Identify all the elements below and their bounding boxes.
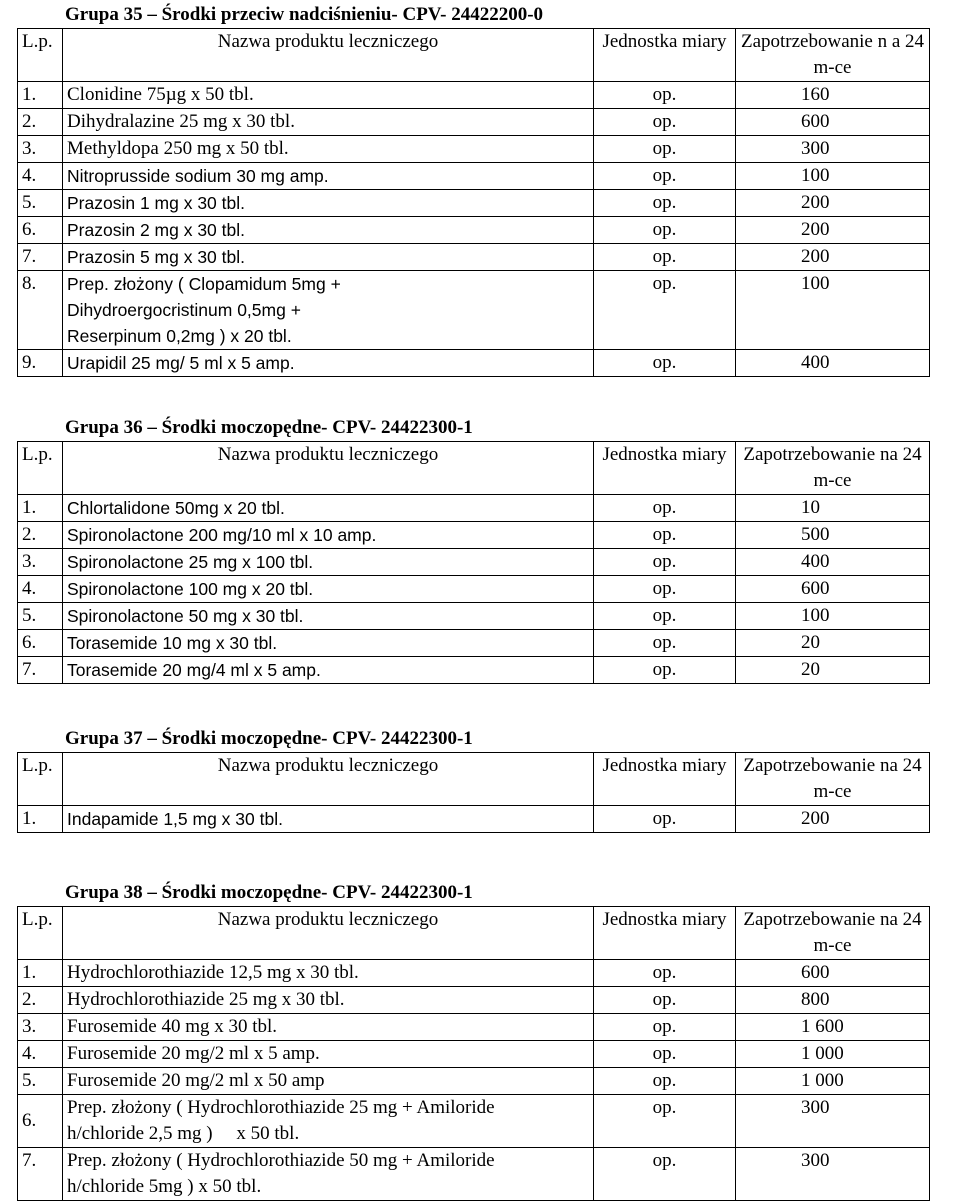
row-qty: 160 (736, 82, 930, 109)
row-name (63, 1148, 594, 1201)
table-row (18, 109, 930, 136)
group-36 (17, 415, 929, 684)
table-row (18, 1148, 930, 1201)
table-row (18, 350, 930, 377)
row-unit: op. (594, 657, 736, 684)
row-qty: 1 600 (736, 1014, 930, 1041)
row-name: Prazosin 2 mg x 30 tbl. (63, 217, 594, 244)
row-qty: 100 (736, 163, 930, 190)
row-unit: op. (594, 576, 736, 603)
row-lp: 4. (18, 1041, 63, 1068)
row-unit: op. (594, 350, 736, 377)
table-row (18, 244, 930, 271)
row-name: Clonidine 75µg x 50 tbl. (63, 82, 594, 109)
row-unit: op. (594, 1041, 736, 1068)
products-table (17, 752, 930, 833)
row-lp: 6. (18, 630, 63, 657)
products-table (17, 441, 930, 684)
row-unit: op. (594, 136, 736, 163)
header-unit: Jednostka miary (594, 907, 736, 960)
row-qty: 400 (736, 350, 930, 377)
table-row (18, 271, 930, 350)
row-unit: op. (594, 1068, 736, 1095)
row-lp: 2. (18, 987, 63, 1014)
row-name (63, 271, 594, 350)
table-row (18, 1041, 930, 1068)
table-header-row (18, 907, 930, 960)
header-name: Nazwa produktu leczniczego (63, 753, 594, 806)
row-unit: op. (594, 82, 736, 109)
row-lp: 1. (18, 806, 63, 833)
table-header-row (18, 753, 930, 806)
row-unit: op. (594, 522, 736, 549)
row-lp: 7. (18, 657, 63, 684)
row-lp: 1. (18, 82, 63, 109)
row-name: Spironolactone 200 mg/10 ml x 10 amp. (63, 522, 594, 549)
row-name-line: Prep. złożony ( Hydrochlorothiazide 50 mg + Amiloride (67, 1150, 495, 1171)
row-lp: 2. (18, 109, 63, 136)
row-lp: 4. (18, 163, 63, 190)
row-unit: op. (594, 109, 736, 136)
table-row (18, 82, 930, 109)
row-lp: 5. (18, 1068, 63, 1095)
header-demand: Zapotrzebowanie na 24 m-ce (736, 442, 930, 495)
table-row (18, 1014, 930, 1041)
table-row (18, 1068, 930, 1095)
row-name-line: Dihydroergocristinum 0,5mg + (67, 300, 301, 320)
row-unit: op. (594, 987, 736, 1014)
group-title: Grupa 36 – Środki moczopędne- CPV- 24422300-1 (65, 417, 473, 438)
row-qty: 300 (736, 136, 930, 163)
table-row (18, 163, 930, 190)
row-qty: 200 (736, 806, 930, 833)
row-name: Hydrochlorothiazide 12,5 mg x 30 tbl. (63, 960, 594, 987)
row-unit: op. (594, 1095, 736, 1148)
row-name: Prazosin 1 mg x 30 tbl. (63, 190, 594, 217)
row-qty: 200 (736, 244, 930, 271)
row-name-line: Reserpinum 0,2mg ) x 20 tbl. (67, 326, 292, 346)
row-unit: op. (594, 806, 736, 833)
row-qty: 200 (736, 190, 930, 217)
row-name: Spironolactone 100 mg x 20 tbl. (63, 576, 594, 603)
products-table (17, 906, 930, 1201)
table-row (18, 495, 930, 522)
row-lp: 3. (18, 1014, 63, 1041)
row-name-line: h/chloride 5mg ) x 50 tbl. (67, 1176, 262, 1197)
row-name: Hydrochlorothiazide 25 mg x 30 tbl. (63, 987, 594, 1014)
header-lp: L.p. (18, 442, 63, 495)
table-row (18, 987, 930, 1014)
row-lp: 1. (18, 495, 63, 522)
row-qty: 10 (736, 495, 930, 522)
table-row (18, 576, 930, 603)
row-lp: 8. (18, 271, 63, 350)
row-name: Indapamide 1,5 mg x 30 tbl. (63, 806, 594, 833)
header-unit: Jednostka miary (594, 442, 736, 495)
row-unit: op. (594, 163, 736, 190)
header-name: Nazwa produktu leczniczego (63, 29, 594, 82)
row-name: Torasemide 10 mg x 30 tbl. (63, 630, 594, 657)
row-lp: 7. (18, 1148, 63, 1201)
row-qty: 600 (736, 960, 930, 987)
products-table (17, 28, 930, 377)
row-unit: op. (594, 549, 736, 576)
row-qty: 500 (736, 522, 930, 549)
table-row (18, 806, 930, 833)
table-header-row (18, 442, 930, 495)
row-qty: 20 (736, 630, 930, 657)
header-demand: Zapotrzebowanie n a 24 m-ce (736, 29, 930, 82)
table-row (18, 549, 930, 576)
row-qty: 100 (736, 271, 930, 350)
table-row (18, 190, 930, 217)
row-name-line: Prep. złożony ( Hydrochlorothiazide 25 mg + Amiloride (67, 1097, 495, 1118)
row-qty: 20 (736, 657, 930, 684)
row-name: Dihydralazine 25 mg x 30 tbl. (63, 109, 594, 136)
row-name-line: h/chloride 2,5 mg ) x 50 tbl. (67, 1123, 300, 1144)
row-qty: 200 (736, 217, 930, 244)
group-37 (17, 726, 929, 833)
row-qty: 400 (736, 549, 930, 576)
row-name: Spironolactone 25 mg x 100 tbl. (63, 549, 594, 576)
table-row (18, 603, 930, 630)
table-row (18, 960, 930, 987)
row-name: Urapidil 25 mg/ 5 ml x 5 amp. (63, 350, 594, 377)
header-demand: Zapotrzebowanie na 24 m-ce (736, 907, 930, 960)
row-lp: 5. (18, 603, 63, 630)
row-lp: 6. (18, 1095, 63, 1148)
row-lp: 4. (18, 576, 63, 603)
row-name: Spironolactone 50 mg x 30 tbl. (63, 603, 594, 630)
row-unit: op. (594, 1148, 736, 1201)
row-qty: 300 (736, 1095, 930, 1148)
row-name-line: Prep. złożony ( Clopamidum 5mg + (67, 274, 341, 294)
row-name: Torasemide 20 mg/4 ml x 5 amp. (63, 657, 594, 684)
group-38 (17, 880, 929, 1201)
row-unit: op. (594, 630, 736, 657)
header-lp: L.p. (18, 907, 63, 960)
table-row (18, 657, 930, 684)
row-lp: 3. (18, 136, 63, 163)
row-name: Nitroprusside sodium 30 mg amp. (63, 163, 594, 190)
table-row (18, 1095, 930, 1148)
table-header-row (18, 29, 930, 82)
row-unit: op. (594, 960, 736, 987)
row-unit: op. (594, 217, 736, 244)
row-name: Furosemide 40 mg x 30 tbl. (63, 1014, 594, 1041)
group-title: Grupa 37 – Środki moczopędne- CPV- 24422300-1 (65, 728, 473, 749)
table-row (18, 630, 930, 657)
group-title: Grupa 35 – Środki przeciw nadciśnieniu- CPV- 24422200-0 (65, 4, 544, 25)
row-name: Furosemide 20 mg/2 ml x 50 amp (63, 1068, 594, 1095)
header-unit: Jednostka miary (594, 29, 736, 82)
row-unit: op. (594, 244, 736, 271)
row-qty: 600 (736, 109, 930, 136)
row-unit: op. (594, 603, 736, 630)
row-lp: 9. (18, 350, 63, 377)
row-qty: 1 000 (736, 1068, 930, 1095)
header-unit: Jednostka miary (594, 753, 736, 806)
row-qty: 800 (736, 987, 930, 1014)
table-row (18, 522, 930, 549)
row-name: Prazosin 5 mg x 30 tbl. (63, 244, 594, 271)
row-lp: 6. (18, 217, 63, 244)
row-unit: op. (594, 271, 736, 350)
header-lp: L.p. (18, 753, 63, 806)
row-qty: 600 (736, 576, 930, 603)
row-name: Furosemide 20 mg/2 ml x 5 amp. (63, 1041, 594, 1068)
table-row (18, 136, 930, 163)
row-unit: op. (594, 495, 736, 522)
header-name: Nazwa produktu leczniczego (63, 442, 594, 495)
group-title: Grupa 38 – Środki moczopędne- CPV- 24422300-1 (65, 882, 473, 903)
row-lp: 7. (18, 244, 63, 271)
row-unit: op. (594, 1014, 736, 1041)
row-lp: 1. (18, 960, 63, 987)
row-name (63, 1095, 594, 1148)
row-unit: op. (594, 190, 736, 217)
row-qty: 100 (736, 603, 930, 630)
row-lp: 2. (18, 522, 63, 549)
row-name: Chlortalidone 50mg x 20 tbl. (63, 495, 594, 522)
row-name: Methyldopa 250 mg x 50 tbl. (63, 136, 594, 163)
group-35 (17, 2, 929, 377)
table-row (18, 217, 930, 244)
row-qty: 300 (736, 1148, 930, 1201)
header-lp: L.p. (18, 29, 63, 82)
header-demand: Zapotrzebowanie na 24 m-ce (736, 753, 930, 806)
row-lp: 5. (18, 190, 63, 217)
row-lp: 3. (18, 549, 63, 576)
row-qty: 1 000 (736, 1041, 930, 1068)
header-name: Nazwa produktu leczniczego (63, 907, 594, 960)
